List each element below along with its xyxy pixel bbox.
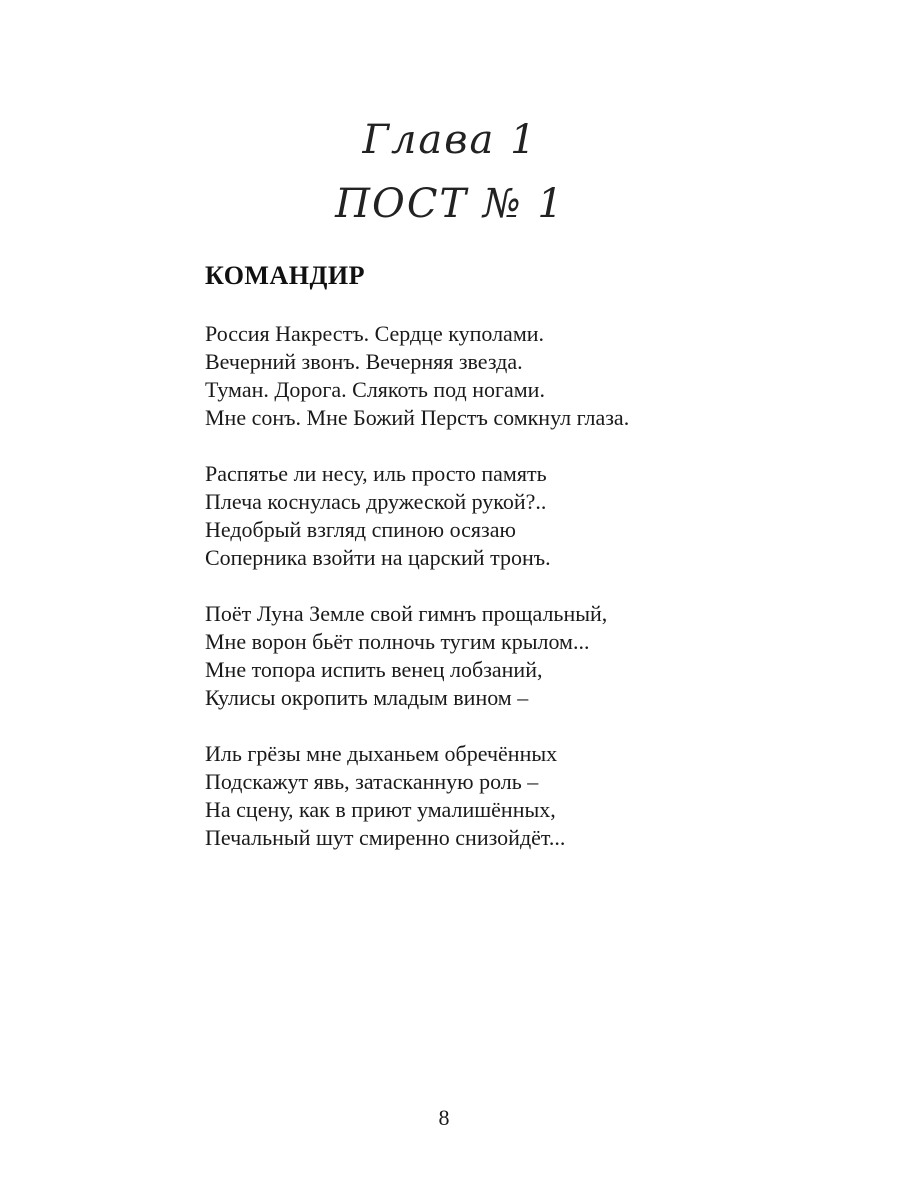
verse-line: Плеча коснулась дружеской рукой?.. [205, 489, 547, 514]
stanza-3 [205, 600, 845, 712]
verse-line: Россия Накрестъ. Сердце куполами. [205, 321, 545, 346]
verse-line: Недобрый взгляд спиною осязаю [205, 517, 516, 542]
page-number: 8 [438, 1105, 450, 1130]
verse-line: Туман. Дорога. Слякоть под ногами. [205, 377, 545, 402]
verse-line: Мне топора испить венец лобзаний, [205, 657, 543, 682]
chapter-label: Глава 1 [362, 117, 538, 163]
poem-body [205, 320, 845, 880]
poem-title: КОМАНДИР [205, 261, 365, 290]
stanza-2 [205, 460, 845, 572]
stanza-1 [205, 320, 845, 432]
verse-line: На сцену, как в приют умалишённых, [205, 797, 556, 822]
verse-line: Вечерний звонъ. Вечерняя звезда. [205, 349, 523, 374]
verse-line: Подскажут явь, затасканную роль – [205, 769, 539, 794]
verse-line: Поёт Луна Земле свой гимнъ прощальный, [205, 601, 608, 626]
chapter-subtitle: ПОСТ № 1 [335, 181, 565, 227]
verse-line: Печальный шут смиренно снизойдёт... [205, 825, 566, 850]
verse-line: Мне ворон бьёт полночь тугим крылом... [205, 629, 590, 654]
verse-line: Распятье ли несу, иль просто память [205, 461, 547, 486]
verse-line: Кулисы окропить младым вином – [205, 685, 529, 710]
verse-line: Мне сонъ. Мне Божий Перстъ сомкнул глаза. [205, 405, 630, 430]
stanza-4 [205, 740, 845, 852]
verse-line: Иль грёзы мне дыханьем обречённых [205, 741, 558, 766]
chapter-heading [0, 108, 900, 236]
verse-line: Соперника взойти на царский тронъ. [205, 545, 551, 570]
